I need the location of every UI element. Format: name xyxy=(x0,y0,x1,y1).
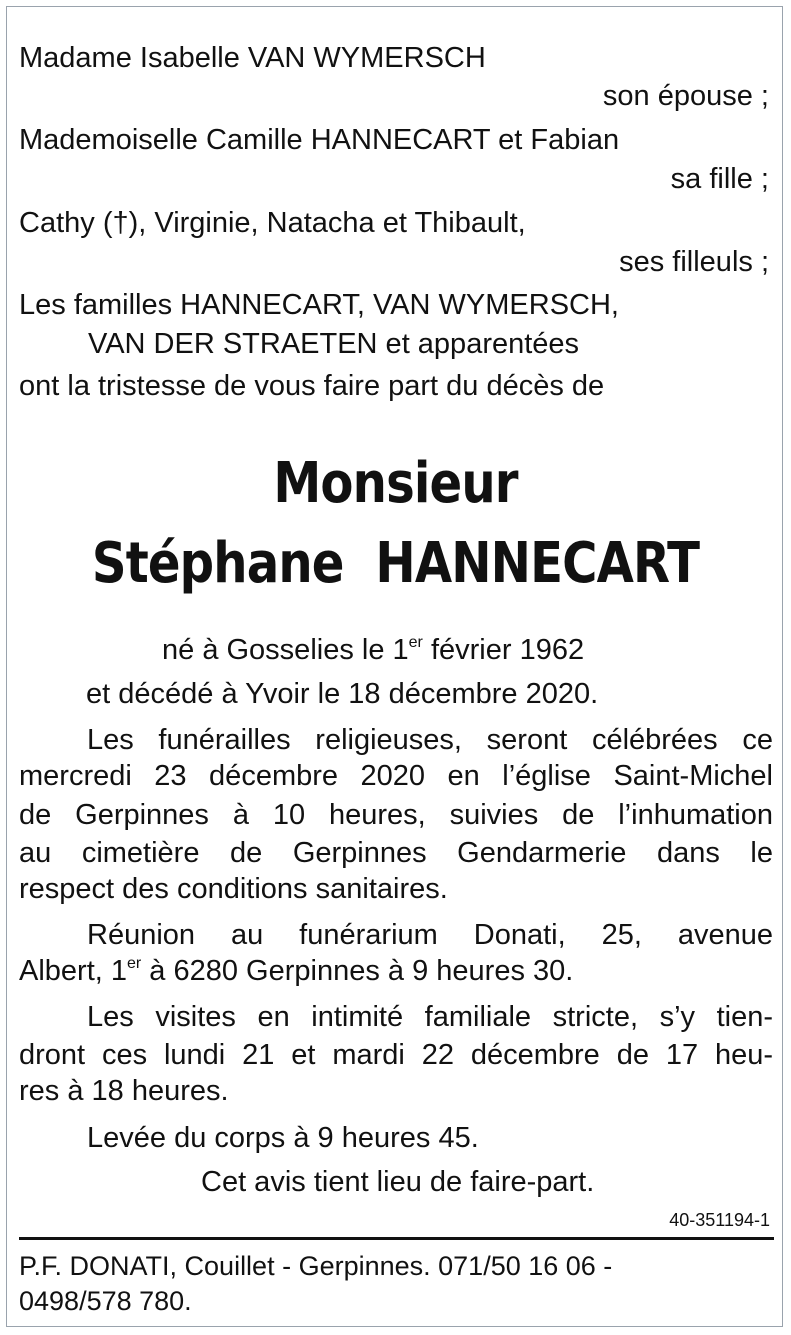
family-line-families: Les familles HANNECART, VAN WYMERSCH, xyxy=(19,289,619,321)
family-relation-spouse: son épouse ; xyxy=(602,80,769,112)
family-line-godchildren: Cathy (†), Virginie, Natacha et Thibault, xyxy=(19,207,526,239)
divider xyxy=(19,1237,774,1240)
family-line-spouse: Madame Isabelle VAN WYMERSCH xyxy=(19,42,486,74)
funeral-line-1: Les funérailles religieuses, seront célébrées ce xyxy=(87,724,773,756)
funeral-line-3: de Gerpinnes à 10 heures, suivies de l’inhumation xyxy=(19,799,773,831)
levee-line: Levée du corps à 9 heures 45. xyxy=(87,1122,479,1154)
announcement-intro: ont la tristesse de vous faire part du décès de xyxy=(19,370,605,402)
deceased-name: Stéphane HANNECART xyxy=(91,531,700,596)
visits-line-3: res à 18 heures. xyxy=(19,1075,229,1107)
funeral-home-line-1: P.F. DONATI, Couillet - Gerpinnes. 071/50 16 06 - xyxy=(19,1251,613,1281)
funeral-line-2: mercredi 23 décembre 2020 en l’église Saint-Michel xyxy=(19,760,773,792)
meeting-line-2: Albert, 1er à 6280 Gerpinnes à 9 heures 30. xyxy=(19,955,574,987)
family-line-daughter: Mademoiselle Camille HANNECART et Fabian xyxy=(19,124,620,156)
birth-line: né à Gosselies le 1er février 1962 xyxy=(162,634,585,666)
visits-line-1: Les visites en intimité familiale stricte, s’y tien- xyxy=(87,1001,773,1033)
reference-number: 40-351194-1 xyxy=(669,1210,770,1230)
notice-line: Cet avis tient lieu de faire-part. xyxy=(201,1166,595,1198)
family-relation-godchildren: ses filleuls ; xyxy=(619,246,769,278)
visits-line-2: dront ces lundi 21 et mardi 22 décembre de 17 heu- xyxy=(19,1039,773,1071)
family-line-families-cont: VAN DER STRAETEN et apparentées xyxy=(88,328,580,360)
funeral-line-5: respect des conditions sanitaires. xyxy=(19,873,448,905)
funeral-line-4: au cimetière de Gerpinnes Gendarmerie dans le xyxy=(19,837,773,869)
deceased-title: Monsieur xyxy=(273,451,518,516)
meeting-line-1: Réunion au funérarium Donati, 25, avenue xyxy=(87,919,773,951)
funeral-home-line-2: 0498/578 780. xyxy=(19,1286,192,1316)
death-line: et décédé à Yvoir le 18 décembre 2020. xyxy=(86,678,599,710)
family-relation-daughter: sa fille ; xyxy=(670,163,769,195)
